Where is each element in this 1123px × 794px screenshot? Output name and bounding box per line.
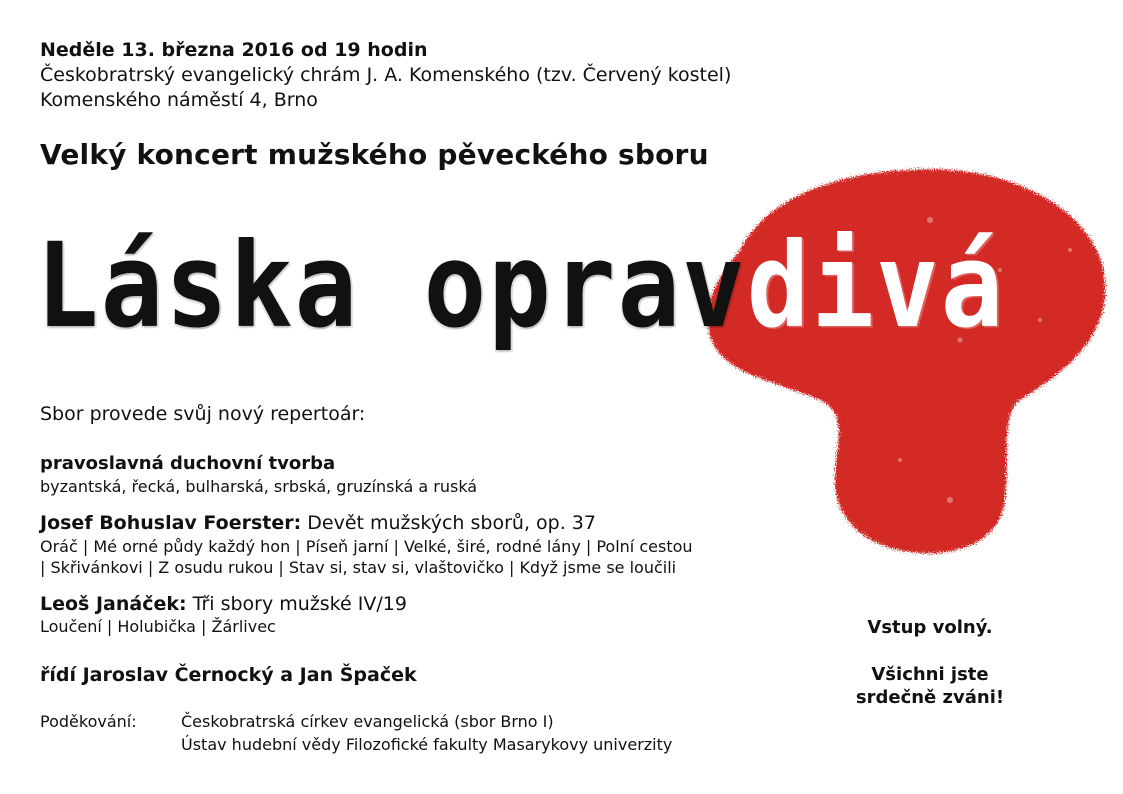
title-dark-part: Láska oprav [36, 217, 747, 355]
title-light-part: divá [746, 217, 1006, 355]
work-janacek: Tři sbory mužské IV/19 [192, 593, 407, 615]
section-janacek-head [40, 593, 407, 615]
conductors: řídí Jaroslav Černocký a Jan Špaček [40, 664, 417, 686]
composer-janacek: Leoš Janáček: [40, 593, 187, 615]
event-date: Neděle 13. března 2016 od 19 hodin [40, 39, 428, 61]
thanks-line-1: Českobratrská církev evangelická (sbor Brno I) [181, 712, 554, 731]
thanks-label: Poděkování: [40, 712, 137, 731]
event-venue: Českobratrský evangelický chrám J. A. Komenského (tzv. Červený kostel) [40, 64, 732, 86]
section-foerster-line1: Oráč | Mé orné půdy každý hon | Píseň jarní | Velké, širé, rodné lány | Polní cestou [40, 537, 693, 556]
program-intro: Sbor provede svůj nový repertoár: [40, 403, 366, 425]
concert-title [36, 217, 1006, 355]
section-janacek-line1: Loučení | Holubička | Žárlivec [40, 617, 276, 636]
section-orthodox-head: pravoslavná duchovní tvorba [40, 453, 336, 474]
section-orthodox-body: byzantská, řecká, bulharská, srbská, gruzínská a ruská [40, 477, 478, 496]
event-address: Komenského náměstí 4, Brno [40, 89, 318, 111]
welcome-message: Všichni jste srdečně zváni! [855, 664, 1005, 709]
free-entry: Vstup volný. [867, 617, 993, 638]
composer-foerster: Josef Bohuslav Foerster: [40, 512, 302, 534]
section-foerster-line2: | Skřivánkovi | Z osudu rukou | Stav si, stav si, vlaštovičko | Když jsme se loučili [40, 558, 677, 577]
thanks-line-2: Ústav hudební vědy Filozofické fakulty Masarykovy univerzity [181, 735, 673, 754]
section-foerster-head [40, 512, 596, 534]
work-foerster: Devět mužských sborů, op. 37 [307, 512, 596, 534]
concert-subtitle: Velký koncert mužského pěveckého sboru [40, 138, 709, 171]
